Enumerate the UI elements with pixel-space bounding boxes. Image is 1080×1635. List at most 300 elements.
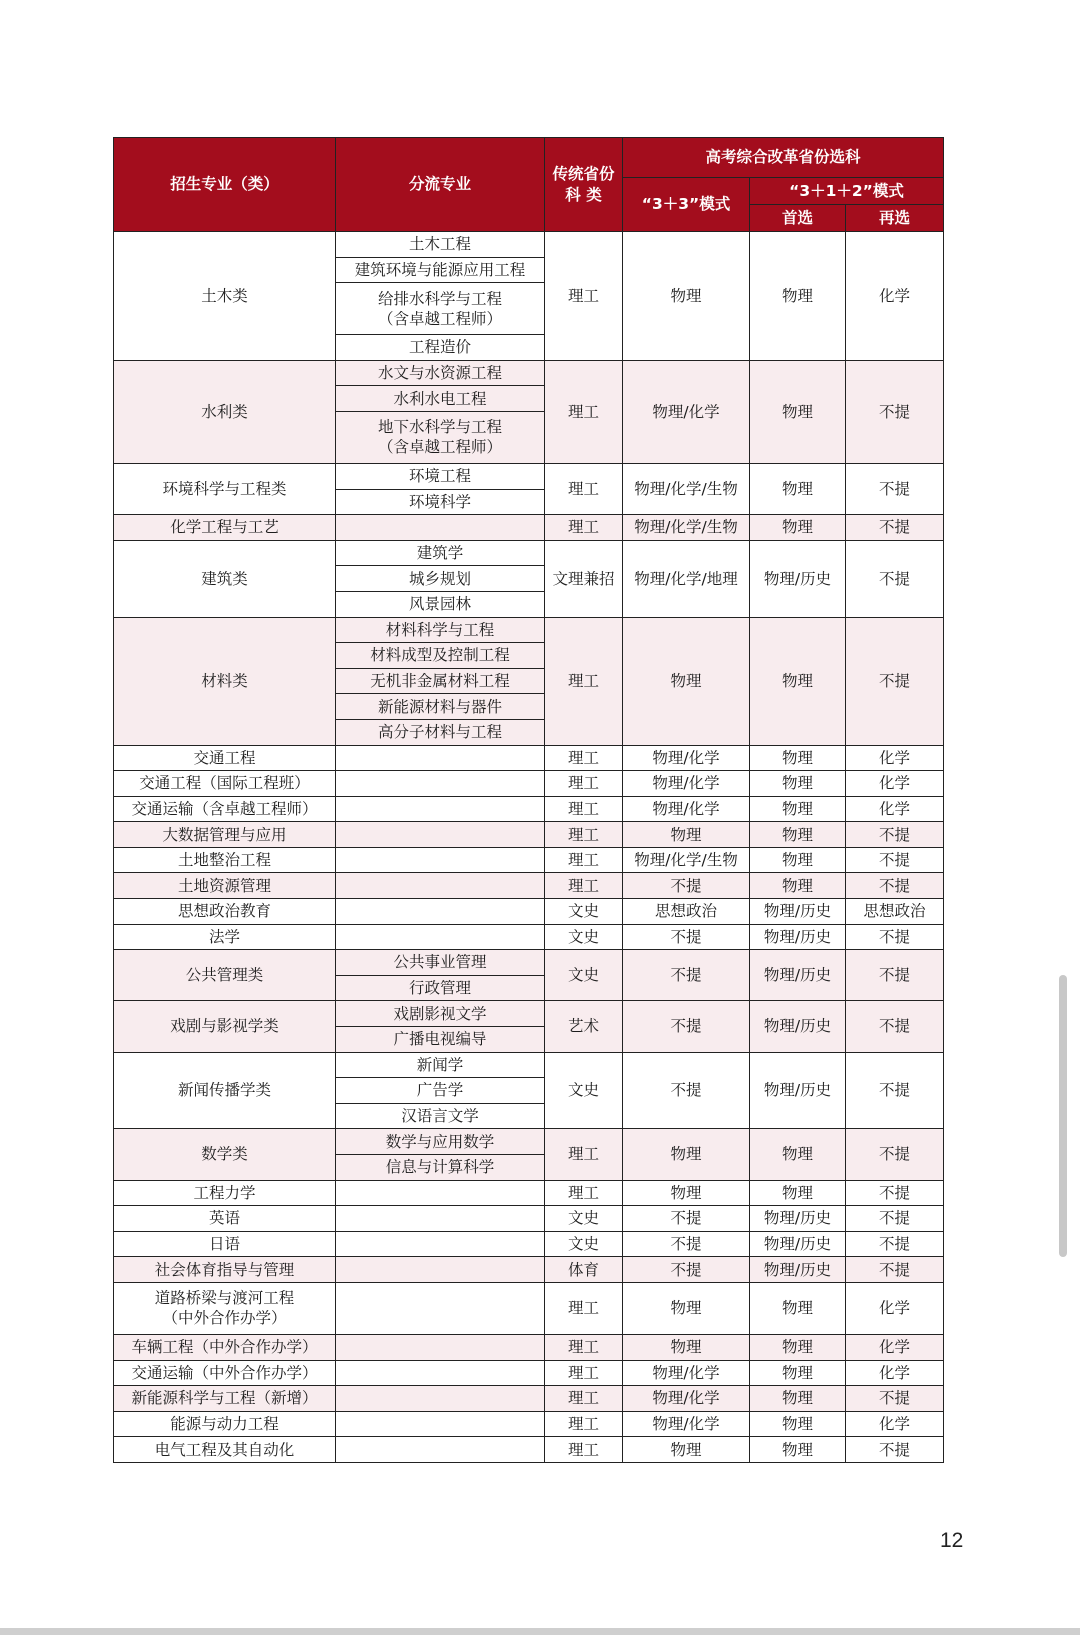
table-row: [114, 515, 944, 541]
second-choice-subject: 不提: [846, 1052, 944, 1129]
major-group: [114, 1001, 944, 1052]
traditional-category: 理工: [545, 873, 623, 899]
mode-3plus3-subjects: 不提: [623, 1001, 750, 1052]
major-group: [114, 1386, 944, 1412]
sub-major-name: [336, 1103, 545, 1129]
sub-major-name-line: 土木工程: [408, 235, 471, 254]
traditional-category: 理工: [545, 463, 623, 514]
table-row: [114, 232, 944, 258]
sub-major-empty: [336, 771, 545, 797]
sub-major-name: [336, 975, 545, 1001]
first-choice-subject: 物理/历史: [750, 950, 846, 1001]
table-row: [114, 899, 944, 925]
traditional-category: 理工: [545, 771, 623, 797]
second-choice-subject: 化学: [846, 771, 944, 797]
major-group: [114, 1129, 944, 1180]
major-name: [114, 1360, 336, 1386]
sub-major-name-line: （含卓越工程师）: [377, 309, 502, 328]
second-choice-subject: 不提: [846, 1001, 944, 1052]
major-name-line: 新能源科学与工程（新增）: [131, 1389, 318, 1408]
major-name: [114, 1206, 336, 1232]
traditional-category: 理工: [545, 796, 623, 822]
sub-major-name: [336, 617, 545, 643]
major-name-line: 日语: [208, 1235, 240, 1253]
sub-major-empty: [336, 796, 545, 822]
traditional-category: 理工: [545, 745, 623, 771]
sub-major-name-line: 城乡规划: [408, 569, 471, 588]
traditional-category: 理工: [545, 1129, 623, 1180]
major-group: [114, 1282, 944, 1334]
major-group: [114, 1231, 944, 1257]
major-name-line: 交通运输（中外合作办学）: [131, 1363, 318, 1382]
sub-major-name: [336, 232, 545, 258]
sub-major-name-line: 汉语言文学: [401, 1107, 479, 1126]
sub-major-name: [336, 1052, 545, 1078]
major-group: [114, 540, 944, 617]
table-row: [114, 617, 944, 643]
header-first-choice: 首选: [750, 205, 846, 232]
first-choice-subject: 物理: [750, 1360, 846, 1386]
table-row: [114, 1360, 944, 1386]
major-name-line: 戏剧与影视学类: [170, 1017, 279, 1036]
major-name-line: 道路桥梁与渡河工程: [154, 1289, 295, 1308]
sub-major-empty: [336, 1334, 545, 1360]
major-name: [114, 873, 336, 899]
sub-major-name-line: 地下水科学与工程: [377, 418, 502, 437]
sub-major-name-line: 建筑环境与能源应用工程: [354, 260, 526, 279]
second-choice-subject: 不提: [846, 1231, 944, 1257]
major-name-line: 材料类: [201, 671, 248, 690]
traditional-category: 理工: [545, 847, 623, 873]
mode-3plus3-subjects: 物理/化学/地理: [623, 540, 750, 617]
table-row: [114, 1437, 944, 1463]
sub-major-name: [336, 566, 545, 592]
traditional-category: 体育: [545, 1257, 623, 1283]
mode-3plus3-subjects: 物理/化学: [623, 771, 750, 797]
header-3plus1plus2: “3＋1＋2”模式: [750, 178, 944, 205]
sub-major-name-line: 行政管理: [408, 979, 471, 998]
traditional-category: 理工: [545, 822, 623, 848]
table-row: [114, 796, 944, 822]
mode-3plus3-subjects: 不提: [623, 950, 750, 1001]
table-row: [114, 771, 944, 797]
traditional-category: 文史: [545, 950, 623, 1001]
second-choice-subject: 化学: [846, 1334, 944, 1360]
table-row: [114, 360, 944, 386]
table-row: [114, 1231, 944, 1257]
major-name-line: （中外合作办学）: [162, 1309, 287, 1328]
sub-major-name-line: 环境科学: [408, 492, 471, 511]
sub-major-empty: [336, 1437, 545, 1463]
major-group: [114, 771, 944, 797]
sub-major-name-line: 新能源材料与器件: [377, 697, 502, 716]
major-group: [114, 1411, 944, 1437]
sub-major-name: [336, 540, 545, 566]
first-choice-subject: 物理: [750, 873, 846, 899]
major-group: [114, 899, 944, 925]
sub-major-name: [336, 1155, 545, 1181]
sub-major-name: [336, 694, 545, 720]
table-row: [114, 1282, 944, 1334]
sub-major-empty: [336, 1360, 545, 1386]
traditional-category: 理工: [545, 515, 623, 541]
mode-3plus3-subjects: 物理/化学: [623, 1386, 750, 1412]
first-choice-subject: 物理: [750, 822, 846, 848]
major-name-line: 大数据管理与应用: [162, 825, 287, 844]
second-choice-subject: 化学: [846, 796, 944, 822]
second-choice-subject: 化学: [846, 1411, 944, 1437]
header-reform: 高考综合改革省份选科: [623, 138, 944, 178]
traditional-category: 理工: [545, 1282, 623, 1334]
major-name: [114, 232, 336, 361]
mode-3plus3-subjects: 物理/化学: [623, 745, 750, 771]
mode-3plus3-subjects: 不提: [623, 1052, 750, 1129]
mode-3plus3-subjects: 不提: [623, 1231, 750, 1257]
mode-3plus3-subjects: 物理: [623, 1180, 750, 1206]
major-group: [114, 873, 944, 899]
sub-major-name-line: 戏剧影视文学: [393, 1004, 487, 1023]
mode-3plus3-subjects: 物理/化学/生物: [623, 463, 750, 514]
header-traditional-line2: 科 类: [565, 185, 602, 204]
second-choice-subject: 不提: [846, 1180, 944, 1206]
header-3plus3: “3＋3”模式: [623, 178, 750, 232]
traditional-category: 理工: [545, 1180, 623, 1206]
sub-major-name: [336, 257, 545, 283]
major-name-line: 交通运输（含卓越工程师）: [131, 799, 318, 818]
major-group: [114, 617, 944, 745]
sub-major-name-line: 建筑学: [416, 543, 464, 562]
major-group: [114, 924, 944, 950]
sub-major-name-line: 水利水电工程: [393, 389, 487, 408]
bottom-edge-bar: [0, 1628, 1080, 1635]
sub-major-name-line: 数学与应用数学: [385, 1132, 495, 1151]
sub-major-name: [336, 411, 545, 463]
major-name-line: 化学工程与工艺: [170, 518, 279, 537]
traditional-category: 理工: [545, 1334, 623, 1360]
table-row: [114, 1386, 944, 1412]
header-traditional: [545, 138, 623, 232]
major-group: [114, 232, 944, 361]
sub-major-empty: [336, 899, 545, 925]
second-choice-subject: 不提: [846, 1437, 944, 1463]
major-name-line: 车辆工程（中外合作办学）: [131, 1338, 318, 1357]
sub-major-name: [336, 643, 545, 669]
table-row: [114, 463, 944, 489]
traditional-category: 文理兼招: [545, 540, 623, 617]
table-row: [114, 822, 944, 848]
sub-major-name-line: 水文与水资源工程: [377, 364, 502, 382]
second-choice-subject: 不提: [846, 1386, 944, 1412]
table-row: [114, 540, 944, 566]
table-row: [114, 745, 944, 771]
mode-3plus3-subjects: 物理: [623, 1437, 750, 1463]
header-second-choice: 再选: [846, 205, 944, 232]
major-name: [114, 1257, 336, 1283]
mode-3plus3-subjects: 不提: [623, 924, 750, 950]
sub-major-name-line: 广告学: [416, 1081, 464, 1100]
sub-major-name-line: 高分子材料与工程: [377, 723, 502, 742]
first-choice-subject: 物理: [750, 1334, 846, 1360]
sub-major-name-line: 广播电视编导: [393, 1030, 487, 1049]
major-name-line: 建筑类: [201, 569, 248, 588]
mode-3plus3-subjects: 物理: [623, 1282, 750, 1334]
major-name: [114, 899, 336, 925]
sub-major-empty: [336, 745, 545, 771]
second-choice-subject: 不提: [846, 617, 944, 745]
traditional-category: 理工: [545, 1437, 623, 1463]
sub-major-empty: [336, 1206, 545, 1232]
major-name: [114, 1282, 336, 1334]
sub-major-name: [336, 283, 545, 335]
first-choice-subject: 物理/历史: [750, 899, 846, 925]
sub-major-empty: [336, 1257, 545, 1283]
major-group: [114, 515, 944, 541]
second-choice-subject: 不提: [846, 1206, 944, 1232]
mode-3plus3-subjects: 物理/化学/生物: [623, 515, 750, 541]
sub-major-name: [336, 1129, 545, 1155]
major-name-line: 水利类: [201, 402, 248, 421]
table-row: [114, 1411, 944, 1437]
second-choice-subject: 不提: [846, 873, 944, 899]
first-choice-subject: 物理: [750, 1386, 846, 1412]
sub-major-name: [336, 591, 545, 617]
second-choice-subject: 化学: [846, 745, 944, 771]
major-name: [114, 540, 336, 617]
table-row: [114, 924, 944, 950]
sub-major-name-line: 给排水科学与工程: [377, 289, 502, 308]
second-choice-subject: 不提: [846, 822, 944, 848]
traditional-category: 理工: [545, 1360, 623, 1386]
second-choice-subject: 不提: [846, 360, 944, 463]
table-row: [114, 1052, 944, 1078]
sub-major-name: [336, 360, 545, 386]
major-name-line: 社会体育指导与管理: [154, 1260, 295, 1279]
second-choice-subject: 不提: [846, 847, 944, 873]
major-group: [114, 1437, 944, 1463]
sub-major-name-line: 工程造价: [408, 338, 471, 357]
major-group: [114, 1180, 944, 1206]
first-choice-subject: 物理: [750, 1411, 846, 1437]
sub-major-name-line: （含卓越工程师）: [377, 438, 502, 457]
table-row: [114, 1180, 944, 1206]
sub-major-empty: [336, 822, 545, 848]
major-name-line: 数学类: [201, 1145, 248, 1164]
second-choice-subject: 不提: [846, 924, 944, 950]
major-name-line: 能源与动力工程: [170, 1414, 279, 1433]
second-choice-subject: 不提: [846, 1257, 944, 1283]
major-name: [114, 771, 336, 797]
sub-major-empty: [336, 873, 545, 899]
major-name: [114, 796, 336, 822]
sub-major-name: [336, 1027, 545, 1053]
major-name: [114, 950, 336, 1001]
second-choice-subject: 思想政治: [846, 899, 944, 925]
first-choice-subject: 物理: [750, 232, 846, 361]
major-group: [114, 847, 944, 873]
second-choice-subject: 不提: [846, 515, 944, 541]
sub-major-name-line: 环境工程: [408, 467, 471, 486]
major-name: [114, 1231, 336, 1257]
table-row: [114, 1334, 944, 1360]
first-choice-subject: 物理: [750, 617, 846, 745]
major-name-line: 法学: [208, 927, 240, 946]
traditional-category: 文史: [545, 1206, 623, 1232]
traditional-category: 理工: [545, 1386, 623, 1412]
sub-major-name: [336, 386, 545, 412]
major-name-line: 交通工程: [193, 748, 256, 767]
major-name-line: 土地整治工程: [177, 851, 271, 870]
first-choice-subject: 物理: [750, 1129, 846, 1180]
sub-major-name: [336, 463, 545, 489]
sub-major-empty: [336, 847, 545, 873]
first-choice-subject: 物理: [750, 463, 846, 514]
traditional-category: 文史: [545, 899, 623, 925]
mode-3plus3-subjects: 物理/化学: [623, 1411, 750, 1437]
header-traditional-line1: 传统省份: [552, 165, 615, 184]
sub-major-name-line: 新闻学: [416, 1055, 464, 1074]
major-name: [114, 1386, 336, 1412]
first-choice-subject: 物理/历史: [750, 924, 846, 950]
major-name: [114, 847, 336, 873]
sub-major-name: [336, 1078, 545, 1104]
table-row: [114, 847, 944, 873]
major-name-line: 土地资源管理: [177, 876, 271, 895]
major-name-line: 电气工程及其自动化: [154, 1440, 295, 1459]
sub-major-empty: [336, 1282, 545, 1334]
sub-major-name: [336, 1001, 545, 1027]
major-group: [114, 950, 944, 1001]
header-major: 招生专业（类）: [114, 138, 336, 232]
table-row: [114, 1001, 944, 1027]
major-name: [114, 745, 336, 771]
traditional-category: 文史: [545, 1231, 623, 1257]
traditional-category: 理工: [545, 617, 623, 745]
major-group: [114, 1257, 944, 1283]
admission-subject-table: [113, 137, 944, 1463]
major-group: [114, 360, 944, 463]
first-choice-subject: 物理: [750, 1180, 846, 1206]
second-choice-subject: 不提: [846, 950, 944, 1001]
major-name-line: 新闻传播学类: [177, 1081, 271, 1100]
major-name: [114, 1001, 336, 1052]
traditional-category: 理工: [545, 1411, 623, 1437]
mode-3plus3-subjects: 物理: [623, 617, 750, 745]
major-name-line: 公共管理类: [185, 966, 264, 985]
major-group: [114, 796, 944, 822]
first-choice-subject: 物理/历史: [750, 540, 846, 617]
sub-major-empty: [336, 1231, 545, 1257]
major-name: [114, 515, 336, 541]
first-choice-subject: 物理/历史: [750, 1001, 846, 1052]
major-name: [114, 1180, 336, 1206]
first-choice-subject: 物理: [750, 771, 846, 797]
major-name-line: 土木类: [201, 286, 248, 305]
first-choice-subject: 物理/历史: [750, 1257, 846, 1283]
major-group: [114, 1334, 944, 1360]
major-name-line: 环境科学与工程类: [162, 479, 287, 498]
scrollbar-thumb[interactable]: [1059, 975, 1067, 1257]
major-group: [114, 1360, 944, 1386]
sub-major-name-line: 公共事业管理: [393, 953, 487, 972]
major-name: [114, 617, 336, 745]
second-choice-subject: 化学: [846, 1282, 944, 1334]
sub-major-name-line: 风景园林: [408, 595, 471, 614]
traditional-category: 文史: [545, 1052, 623, 1129]
first-choice-subject: 物理: [750, 360, 846, 463]
first-choice-subject: 物理: [750, 796, 846, 822]
sub-major-name: [336, 668, 545, 694]
second-choice-subject: 不提: [846, 1129, 944, 1180]
major-name: [114, 822, 336, 848]
mode-3plus3-subjects: 物理/化学: [623, 1360, 750, 1386]
mode-3plus3-subjects: 不提: [623, 873, 750, 899]
first-choice-subject: 物理: [750, 847, 846, 873]
second-choice-subject: 化学: [846, 1360, 944, 1386]
mode-3plus3-subjects: 思想政治: [623, 899, 750, 925]
major-group: [114, 463, 944, 514]
major-name: [114, 1052, 336, 1129]
major-name: [114, 463, 336, 514]
sub-major-name: [336, 950, 545, 976]
mode-3plus3-subjects: 不提: [623, 1206, 750, 1232]
major-group: [114, 1206, 944, 1232]
sub-major-name-line: 材料科学与工程: [385, 620, 495, 639]
first-choice-subject: 物理/历史: [750, 1231, 846, 1257]
second-choice-subject: 不提: [846, 540, 944, 617]
sub-major-name-line: 材料成型及控制工程: [370, 646, 510, 665]
sub-major-empty: [336, 1411, 545, 1437]
first-choice-subject: 物理: [750, 515, 846, 541]
major-name: [114, 360, 336, 463]
traditional-category: 理工: [545, 360, 623, 463]
sub-major-name-line: 信息与计算科学: [385, 1158, 495, 1177]
mode-3plus3-subjects: 物理: [623, 822, 750, 848]
second-choice-subject: 不提: [846, 463, 944, 514]
first-choice-subject: 物理: [750, 1282, 846, 1334]
mode-3plus3-subjects: 物理/化学: [623, 796, 750, 822]
traditional-category: 理工: [545, 232, 623, 361]
major-name: [114, 1334, 336, 1360]
mode-3plus3-subjects: 物理/化学/生物: [623, 847, 750, 873]
table-row: [114, 873, 944, 899]
first-choice-subject: 物理/历史: [750, 1052, 846, 1129]
major-name-line: 思想政治教育: [177, 902, 271, 921]
major-name-line: 工程力学: [193, 1183, 256, 1202]
first-choice-subject: 物理: [750, 745, 846, 771]
major-group: [114, 745, 944, 771]
mode-3plus3-subjects: 物理: [623, 1129, 750, 1180]
sub-major-name: [336, 489, 545, 515]
major-group: [114, 822, 944, 848]
header-sub-major: 分流专业: [336, 138, 545, 232]
first-choice-subject: 物理/历史: [750, 1206, 846, 1232]
mode-3plus3-subjects: 物理: [623, 1334, 750, 1360]
sub-major-name: [336, 335, 545, 361]
major-name: [114, 1437, 336, 1463]
mode-3plus3-subjects: 物理/化学: [623, 360, 750, 463]
sub-major-empty: [336, 1180, 545, 1206]
table-header: [114, 138, 944, 232]
major-name: [114, 924, 336, 950]
sub-major-empty: [336, 924, 545, 950]
table-row: [114, 1129, 944, 1155]
sub-major-empty: [336, 515, 545, 541]
traditional-category: 艺术: [545, 1001, 623, 1052]
table-row: [114, 1257, 944, 1283]
table-row: [114, 950, 944, 976]
major-group: [114, 1052, 944, 1129]
major-name-line: 交通工程（国际工程班）: [139, 774, 310, 793]
